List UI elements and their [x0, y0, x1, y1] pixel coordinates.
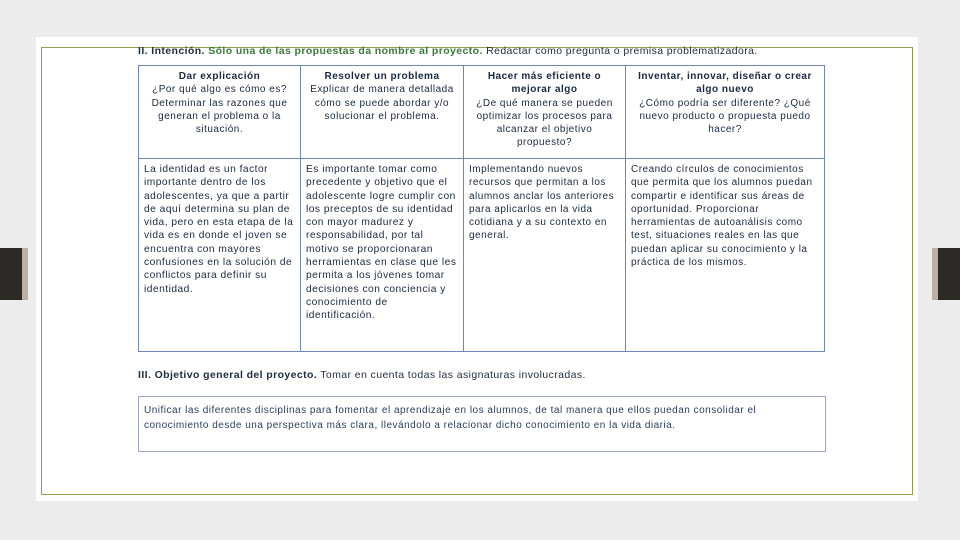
section3-instruction: Tomar en cuenta todas las asignaturas involucradas. [320, 369, 586, 381]
column-body: La identidad es un factor importante dentro de los adolescentes, ya que a partir de aquí determina su plan de vida, pero en esta etapa de la vida es en donde el joven se encuentra con mayores confusiones en la solución de conflictos para definir su identidad. [139, 159, 301, 352]
intention-table [138, 65, 825, 352]
column-description: ¿Por qué algo es cómo es? Determinar las razones que generan el problema o la situación. [151, 84, 288, 136]
column-header [464, 66, 626, 159]
objective-box [138, 396, 826, 452]
column-title: Resolver un problema [324, 71, 440, 82]
table-body-row [139, 159, 825, 352]
column-title: Inventar, innovar, diseñar o crear algo nuevo [638, 71, 812, 96]
column-body: Creando círculos de conocimientos que permita que los alumnos puedan compartir e identificar sus áreas de oportunidad. Proporcionar herramientas de autoanálisis como test, situaciones reales en las que puedan aplicar su conocimiento y la práctica de los mismos. [626, 159, 825, 352]
column-body: Es importante tomar como precedente y objetivo que el adolescente logre cumplir con los preceptos de su identidad con mayor madurez y responsabilidad, por tal motivo se proporcionaran herramientas en clase que les permita a los jóvenes tomar decisiones con conciencia y conocimiento de identificación. [301, 159, 464, 352]
section3-heading [138, 369, 826, 381]
column-header [301, 66, 464, 159]
column-description: ¿De qué manera se pueden optimizar los procesos para alcanzar el objetivo propuesto? [476, 97, 613, 149]
slide-content [138, 45, 826, 452]
column-title: Dar explicación [178, 71, 261, 82]
column-header [139, 66, 301, 159]
table-header-row [139, 66, 825, 159]
objective-text: Unificar las diferentes disciplinas para fomentar el aprendizaje en los alumnos, de tal manera que ellos puedan consolidar el conocimiento desde una perspectiva más clara, llevándolo a relacionar dicho conocimiento en la vida diaria. [144, 405, 757, 431]
section2-heading [138, 45, 826, 57]
section2-note: Sólo una de las propuestas da nombre al proyecto. [208, 45, 483, 57]
right-edge-tab [932, 248, 960, 300]
column-description: Explicar de manera detallada cómo se puede abordar y/o solucionar el problema. [310, 84, 454, 122]
column-body: Implementando nuevos recursos que permitan a los alumnos anclar los anteriores para aplicarlos en la vida cotidiana y a su contexto en general. [464, 159, 626, 352]
section2-label: II. Intención. [138, 45, 205, 57]
column-header [626, 66, 825, 159]
left-edge-tab [0, 248, 28, 300]
section2-instruction: Redactar como pregunta o premisa problematizadora. [486, 45, 758, 57]
section3-label: III. Objetivo general del proyecto. [138, 369, 318, 381]
column-title: Hacer más eficiente o mejorar algo [487, 71, 602, 96]
column-description: ¿Cómo podría ser diferente? ¿Qué nuevo producto o propuesta puedo hacer? [639, 97, 811, 136]
